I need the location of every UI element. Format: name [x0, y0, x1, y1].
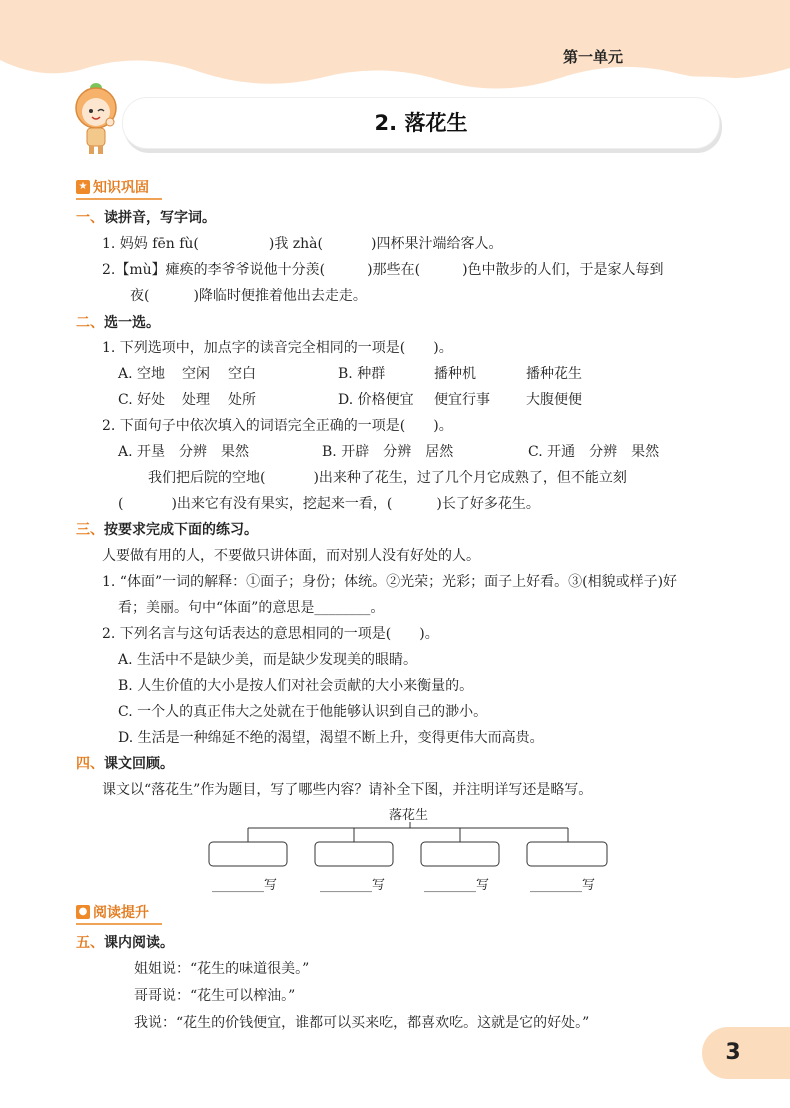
q1-line-1 [102, 233, 502, 253]
section-number: 四、 [76, 756, 104, 772]
option-word: 处所 [228, 392, 256, 408]
q1-text: )我 zhà( [268, 236, 323, 252]
section-number: 一、 [76, 210, 104, 226]
q1-text: )色中散步的人们，于是家人每到 [462, 262, 664, 278]
write-label: 写 [476, 878, 490, 893]
passage-line-2: 哥哥说：“花生可以榨油。” [134, 988, 296, 1004]
diagram-write-blank-2: ________写 [320, 878, 386, 893]
q3-prompt-2: 2. 下列名言与这句话表达的意思相同的一项是( )。 [102, 626, 439, 642]
q3-option-d: D. 生活是一种绵延不绝的渴望，渴望不断上升，变得更伟大而高贵。 [118, 730, 544, 746]
option-word: 播种机 [434, 366, 476, 382]
page-number: 3 [725, 1040, 741, 1065]
tag-reading [76, 901, 162, 923]
section-5-heading [76, 932, 174, 952]
lightbulb-icon: ● [76, 905, 90, 919]
diagram-root-label: 落花生 [389, 808, 429, 823]
section-title: 课内阅读。 [104, 935, 174, 951]
q2-option-d [338, 389, 582, 409]
diagram-box [421, 842, 499, 866]
tree-diagram [200, 820, 610, 870]
page-number-tab [702, 1027, 790, 1079]
q3-option-c: C. 一个人的真正伟大之处就在于他能够认识到自己的渺小。 [118, 704, 488, 720]
option-word: 便宜行事 [434, 392, 490, 408]
sentence-text: )出来种了花生，过了几个月它成熟了，但不能立刻 [313, 470, 627, 486]
section-1-heading [76, 207, 216, 227]
tag-underline [76, 923, 162, 925]
q2-option-c [118, 389, 256, 409]
tag-reading-label: 阅读提升 [93, 905, 149, 921]
section-title: 选一选。 [104, 315, 160, 331]
section-title: 课文回顾。 [104, 756, 174, 772]
passage-line-1: 姐姐说：“花生的味道很美。” [134, 961, 310, 977]
q2-sentence-line-2 [118, 493, 540, 513]
option-word: 空白 [228, 366, 256, 382]
option-word: D. 价格便宜 [338, 392, 414, 408]
option-word: 空闲 [182, 366, 210, 382]
q4-intro: 课文以“落花生”作为题目，写了哪些内容？请补全下图，并注明详写还是略写。 [102, 782, 593, 798]
sentence-text: 我们把后院的空地( [148, 470, 266, 486]
q2-option-a [118, 363, 256, 383]
q1-text: 2.【mù】瘫痪的李爷爷说他十分羡( [102, 262, 326, 278]
q1-line-2 [102, 259, 664, 279]
q2-2-option-b: B. 开辟 分辨 居然 [322, 444, 454, 460]
section-number: 三、 [76, 522, 104, 538]
sentence-text: )出来它有没有果实，挖起来一看，( [171, 496, 393, 512]
q2-prompt-1: 1. 下列选项中，加点字的读音完全相同的一项是( )。 [102, 340, 453, 356]
write-label: 写 [582, 878, 596, 893]
tag-knowledge [76, 176, 162, 198]
q1-text: )那些在( [367, 262, 421, 278]
option-word: 大腹便便 [526, 392, 582, 408]
diagram-box [315, 842, 393, 866]
q1-line-3 [130, 285, 367, 305]
q2-prompt-2: 2. 下面句子中依次填入的词语完全正确的一项是( )。 [102, 418, 453, 434]
write-label: 写 [264, 878, 278, 893]
q3-option-b: B. 人生价值的大小是按人们对社会贡献的大小来衡量的。 [118, 678, 474, 694]
q2-2-option-c: C. 开通 分辨 果然 [528, 444, 660, 460]
q2-sentence-line-1 [148, 467, 627, 487]
q3-prompt-1a: 1. “体面”一词的解释：①面子；身份；体统。②光荣；光彩；面子上好看。③(相貌或样子)好 [102, 574, 678, 590]
diagram-box [527, 842, 607, 866]
q1-text: )四杯果汁端给客人。 [370, 236, 503, 252]
q1-text: 1. 妈妈 fēn fù( [102, 236, 199, 252]
q3-prompt-1b: 看；美丽。句中“体面”的意思是________。 [118, 600, 385, 616]
q2-option-b [338, 363, 582, 383]
q1-text: 夜( [130, 288, 150, 304]
diagram-write-blank-3: ________写 [424, 878, 490, 893]
option-word: A. 空地 [118, 366, 166, 382]
q3-intro: 人要做有用的人，不要做只讲体面，而对别人没有好处的人。 [102, 548, 480, 564]
option-word: 播种花生 [526, 366, 582, 382]
section-title: 读拼音，写字词。 [104, 210, 216, 226]
q3-option-a: A. 生活中不是缺少美，而是缺少发现美的眼睛。 [118, 652, 418, 668]
lesson-title-banner [122, 97, 720, 149]
q2-2-option-a: A. 开垦 分辨 果然 [118, 444, 250, 460]
section-4-heading [76, 753, 174, 773]
section-number: 五、 [76, 935, 104, 951]
tag-knowledge-label: 知识巩固 [93, 180, 149, 196]
write-label: 写 [372, 878, 386, 893]
sentence-text: ( [118, 496, 124, 512]
tag-underline [76, 198, 162, 200]
option-word: B. 种群 [338, 366, 386, 382]
lesson-title: 2. 落花生 [374, 111, 468, 135]
q1-text: )降临时便推着他出去走走。 [193, 288, 367, 304]
peanut-mascot-icon [68, 82, 124, 156]
unit-title: 第一单元 [563, 48, 624, 66]
star-icon: ★ [76, 180, 90, 194]
sentence-text: )长了好多花生。 [436, 496, 540, 512]
diagram-box [209, 842, 287, 866]
section-title: 按要求完成下面的练习。 [104, 522, 258, 538]
section-number: 二、 [76, 315, 104, 331]
passage-line-3: 我说：“花生的价钱便宜，谁都可以买来吃，都喜欢吃。这就是它的好处。” [134, 1015, 590, 1031]
option-word: C. 好处 [118, 392, 166, 408]
diagram-write-blank-4: ________写 [530, 878, 596, 893]
diagram-write-blank-1: ________写 [212, 878, 278, 893]
option-word: 处理 [182, 392, 210, 408]
section-3-heading [76, 519, 258, 539]
section-2-heading [76, 312, 160, 332]
